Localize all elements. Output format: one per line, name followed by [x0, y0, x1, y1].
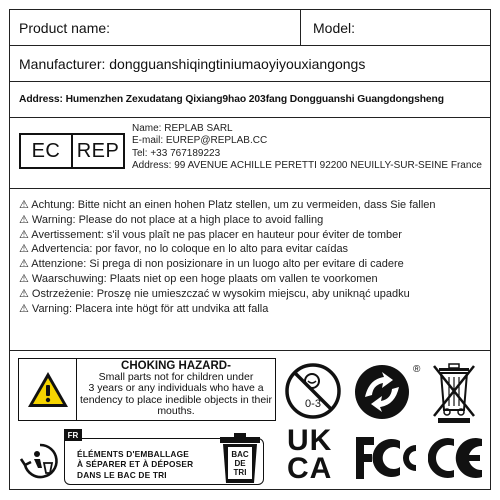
model-label: Model: [313, 20, 356, 36]
row-divider [300, 10, 301, 45]
symbols-row [10, 351, 490, 491]
warning-triangle-icon [19, 359, 77, 420]
bin-label-2: DE [234, 459, 246, 468]
rep-email: E-mail: EUREP@REPLAB.CC [132, 135, 268, 147]
no-small-children-icon [283, 361, 343, 421]
warning-en: ⚠ Warning: Please do not place at a high place to avoid falling [19, 213, 324, 226]
sorting-line-1: ÉLÉMENTS D'EMBALLAGE [77, 449, 189, 459]
sorting-line-3: DANS LE BAC DE TRI [77, 469, 167, 480]
manufacturer-text: Manufacturer: dongguanshiqingtiniumaoyiyouxiangongs [19, 56, 366, 72]
crossed-bin-icon [430, 362, 478, 424]
warning-nl: ⚠ Waarschuwing: Plaats niet op een hoge plaats om vallen te voorkomen [19, 272, 378, 285]
warning-de: ⚠ Achtung: Bitte nicht an einen hohen Platz stellen, um zu vermeiden, dass Sie fallen [19, 199, 436, 211]
ec-rep-info [132, 123, 482, 172]
ec-rep-box [19, 133, 125, 169]
warning-fr: ⚠ Avertissement: s'il vous plaît ne pas placer en hauteur pour éviter de tomber [19, 228, 402, 241]
manufacturer-row [10, 46, 490, 82]
address-row [10, 82, 490, 118]
warning-es: ⚠ Advertencia: por favor, no lo coloque en lo alto para evitar caídas [19, 243, 349, 256]
choking-hazard-box [18, 358, 276, 421]
choking-line-3: tendency to place inedible objects in their mouths. [79, 393, 273, 417]
sorting-line-2: À SÉPARER ET À DÉPOSER [77, 459, 194, 470]
warning-pl: ⚠ Ostrzeżenie: Proszę nie umieszczać w wysokim miejscu, aby uniknąć upadku [19, 287, 410, 300]
rep-tel: Tel: +33 767189223 [132, 147, 221, 159]
bin-label-1: BAC [231, 450, 249, 459]
product-name-label: Product name: [19, 20, 111, 36]
ec-rep-row [10, 118, 490, 189]
product-label [9, 9, 491, 490]
warning-it: ⚠ Attenzione: Si prega di non posizionare in un luogo alto per evitare di cadere [19, 258, 404, 271]
registered-mark: ® [413, 364, 421, 375]
ukca-mark-icon [287, 424, 347, 489]
address-text: Address: Humenzhen Zexudatang Qixiang9hao 203fang Dongguanshi Guangdongsheng [19, 94, 444, 105]
warning-sv: ⚠ Varning: Placera inte högt för att undvika att falla [19, 302, 269, 315]
ukca-bottom: CA [287, 452, 333, 485]
triman-icon [20, 441, 60, 481]
warnings-list [19, 198, 480, 316]
rep-name: Name: REPLAB SARL [132, 123, 233, 134]
choking-line-2: 3 years or any individuals who have a [88, 382, 264, 395]
rep-address: Address: 99 AVENUE ACHILLE PERETTI 92200 NEUILLY-SUR-SEINE France [132, 159, 482, 171]
choking-title: CHOKING HAZARD- [121, 360, 231, 372]
fcc-mark-icon [354, 435, 426, 481]
choking-line-1: Small parts not for children under [98, 371, 254, 384]
triman-block [18, 429, 276, 487]
ukca-top: UK [287, 424, 333, 457]
ce-mark-icon [428, 435, 486, 481]
product-row [10, 10, 490, 46]
sorting-bin-icon [217, 431, 263, 485]
rep-text: REP [76, 139, 120, 162]
choking-hazard-text [77, 359, 275, 420]
sorting-text [77, 449, 193, 480]
fr-tag: FR [64, 429, 82, 441]
green-dot-icon [353, 363, 411, 421]
sorting-info-box [64, 438, 264, 485]
bin-label-3: TRI [233, 468, 247, 477]
warnings-row [10, 189, 490, 351]
age-label: 0-3 [305, 398, 321, 410]
ec-text: EC [21, 135, 73, 167]
